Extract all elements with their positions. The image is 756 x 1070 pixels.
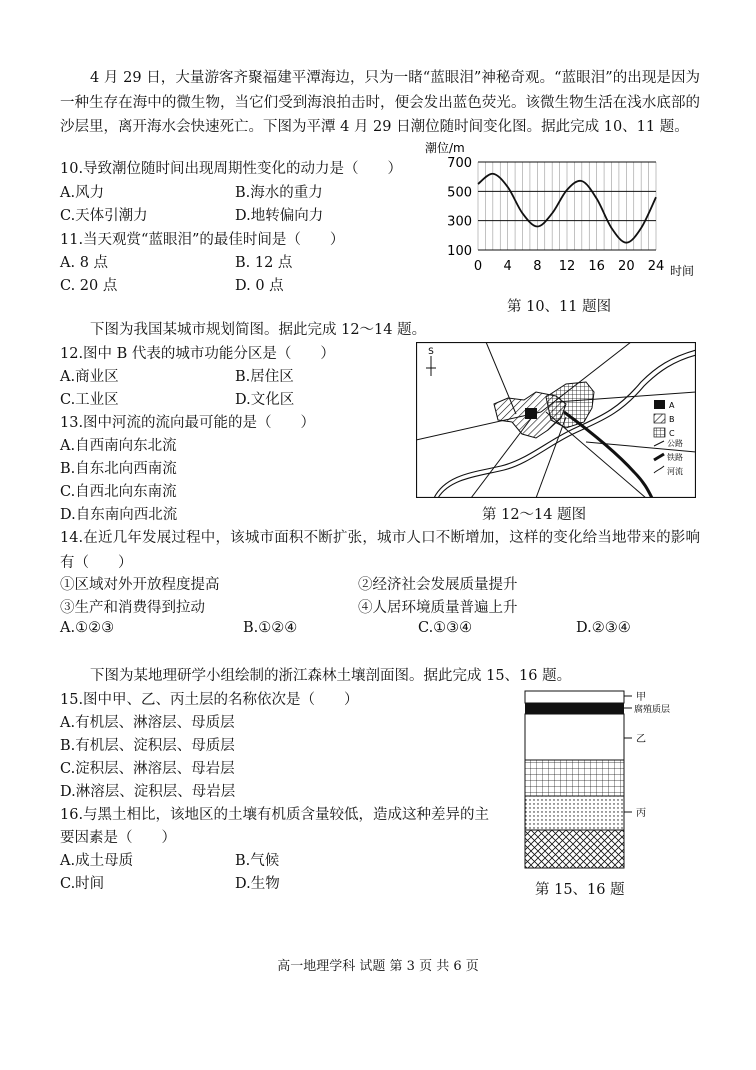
tide-chart-xlabel: 时间 [670,264,695,278]
soil-label-bing: 丙 [636,808,646,819]
intro-paragraph-3: 下图为某地理研学小组绘制的浙江森林土壤剖面图。据此完成 15、16 题。 [90,668,572,684]
q12-option-d[interactable]: D.文化区 [235,392,295,408]
question-10-stem: 10.导致潮位随时间出现周期性变化的动力是（ ） [60,161,403,177]
tide-ytick-label: 500 [447,185,472,201]
tide-xtick-label: 16 [588,259,605,274]
q14-option-b[interactable]: B.①②④ [243,620,298,636]
q14-statement-1: ①区域对外开放程度提高 [60,577,220,593]
q14-statement-3: ③生产和消费得到拉动 [60,600,205,616]
question-13-stem: 13.图中河流的流向最可能的是（ ） [60,415,316,431]
soil-profile-diagram [524,690,714,872]
svg-text:C: C [669,429,675,438]
tide-ytick-label: 100 [447,244,472,259]
q14-option-a[interactable]: A.①②③ [60,620,115,636]
q10-option-b[interactable]: B.海水的重力 [235,185,323,201]
question-11-stem: 11.当天观赏“蓝眼泪”的最佳时间是（ ） [60,232,345,248]
q12-option-a[interactable]: A.商业区 [60,369,119,385]
q15-option-a[interactable]: A.有机层、淋溶层、母质层 [60,715,235,731]
question-16-stem-line1: 16.与黑土相比，该地区的土壤有机质含量较低，造成这种差异的主 [60,807,490,823]
figure-caption-15-16: 第 15、16 题 [535,882,625,898]
tide-xtick-label: 8 [533,259,542,274]
tide-xtick-label: 12 [558,259,576,274]
q11-option-a[interactable]: A. 8 点 [60,255,109,271]
question-15-stem: 15.图中甲、乙、丙土层的名称依次是（ ） [60,692,359,708]
question-14-stem: 14.在近几年发展过程中，该城市面积不断扩张，城市人口不断增加，这样的变化给当地带来的影响有（ ） [60,530,700,571]
q16-option-d[interactable]: D.生物 [235,876,280,892]
tide-xtick-label: 24 [647,259,665,274]
map-north-label: S [428,347,434,357]
q15-option-c[interactable]: C.淀积层、淋溶层、母岩层 [60,761,235,777]
intro-paragraph-1: 4 月 29 日，大量游客齐聚福建平潭海边，只为一睹“蓝眼泪”神秘奇观。“蓝眼泪”的出现是因为一种生存在海中的微生物，当它们受到海浪拍击时，便会发出蓝色荧光。该微生物生活在浅水底部的沙层里，离开海水会快速死亡。下图为平潭 4 月 29 日潮位随时间变化图。据此完成 10、11 题。 [60,70,700,135]
soil-label-humus: 腐殖质层 [634,705,671,715]
tide-chart [420,135,710,285]
q15-option-b[interactable]: B.有机层、淀积层、母质层 [60,738,235,754]
soil-label-yi: 乙 [636,734,646,745]
zone-a [525,408,537,419]
q10-option-c[interactable]: C.天体引潮力 [60,208,148,224]
figure-caption-10-11: 第 10、11 题图 [507,299,612,315]
q14-statement-4: ④人居环境质量普遍上升 [358,600,518,616]
q14-option-c[interactable]: C.①③④ [418,620,473,636]
soil-label-jia: 甲 [636,692,646,703]
q14-statement-2: ②经济社会发展质量提升 [358,577,518,593]
question-16-stem-line2: 要因素是（ ） [60,830,176,846]
tide-xtick-label: 20 [618,259,635,274]
svg-text:铁路: 铁路 [667,453,683,462]
page-footer: 高一地理学科 试题 第 3 页 共 6 页 [277,959,479,974]
svg-text:A: A [669,401,675,410]
intro-paragraph-2: 下图为我国某城市规划简图。据此完成 12～14 题。 [90,322,427,338]
q10-option-d[interactable]: D.地转偏向力 [235,208,324,224]
q12-option-b[interactable]: B.居住区 [235,369,294,385]
q13-option-a[interactable]: A.自西南向东北流 [60,438,177,454]
city-plan-map [416,342,696,498]
tide-chart-ylabel: 潮位/m [425,141,465,155]
q11-option-c[interactable]: C. 20 点 [60,278,118,294]
q16-option-b[interactable]: B.气候 [235,853,280,869]
tide-xtick-label: 0 [473,259,483,274]
q12-option-c[interactable]: C.工业区 [60,392,119,408]
figure-caption-12-14: 第 12～14 题图 [482,507,587,523]
tide-ytick-label: 700 [447,156,472,171]
q16-option-c[interactable]: C.时间 [60,876,105,892]
q15-option-d[interactable]: D.淋溶层、淀积层、母岩层 [60,784,236,800]
q11-option-d[interactable]: D. 0 点 [235,278,284,294]
q13-option-b[interactable]: B.自东北向西南流 [60,461,177,477]
question-12-stem: 12.图中 B 代表的城市功能分区是（ ） [60,346,335,362]
tide-xtick-label: 4 [503,259,512,274]
tide-ytick-label: 300 [447,214,472,230]
q14-option-d[interactable]: D.②③④ [576,620,631,636]
q13-option-d[interactable]: D.自东南向西北流 [60,507,178,523]
q13-option-c[interactable]: C.自西北向东南流 [60,484,177,500]
q10-option-a[interactable]: A.风力 [60,185,105,201]
svg-text:河流: 河流 [667,467,683,476]
q11-option-b[interactable]: B. 12 点 [235,255,293,271]
q16-option-a[interactable]: A.成土母质 [60,853,134,869]
svg-text:公路: 公路 [667,439,683,448]
svg-text:B: B [669,415,675,424]
